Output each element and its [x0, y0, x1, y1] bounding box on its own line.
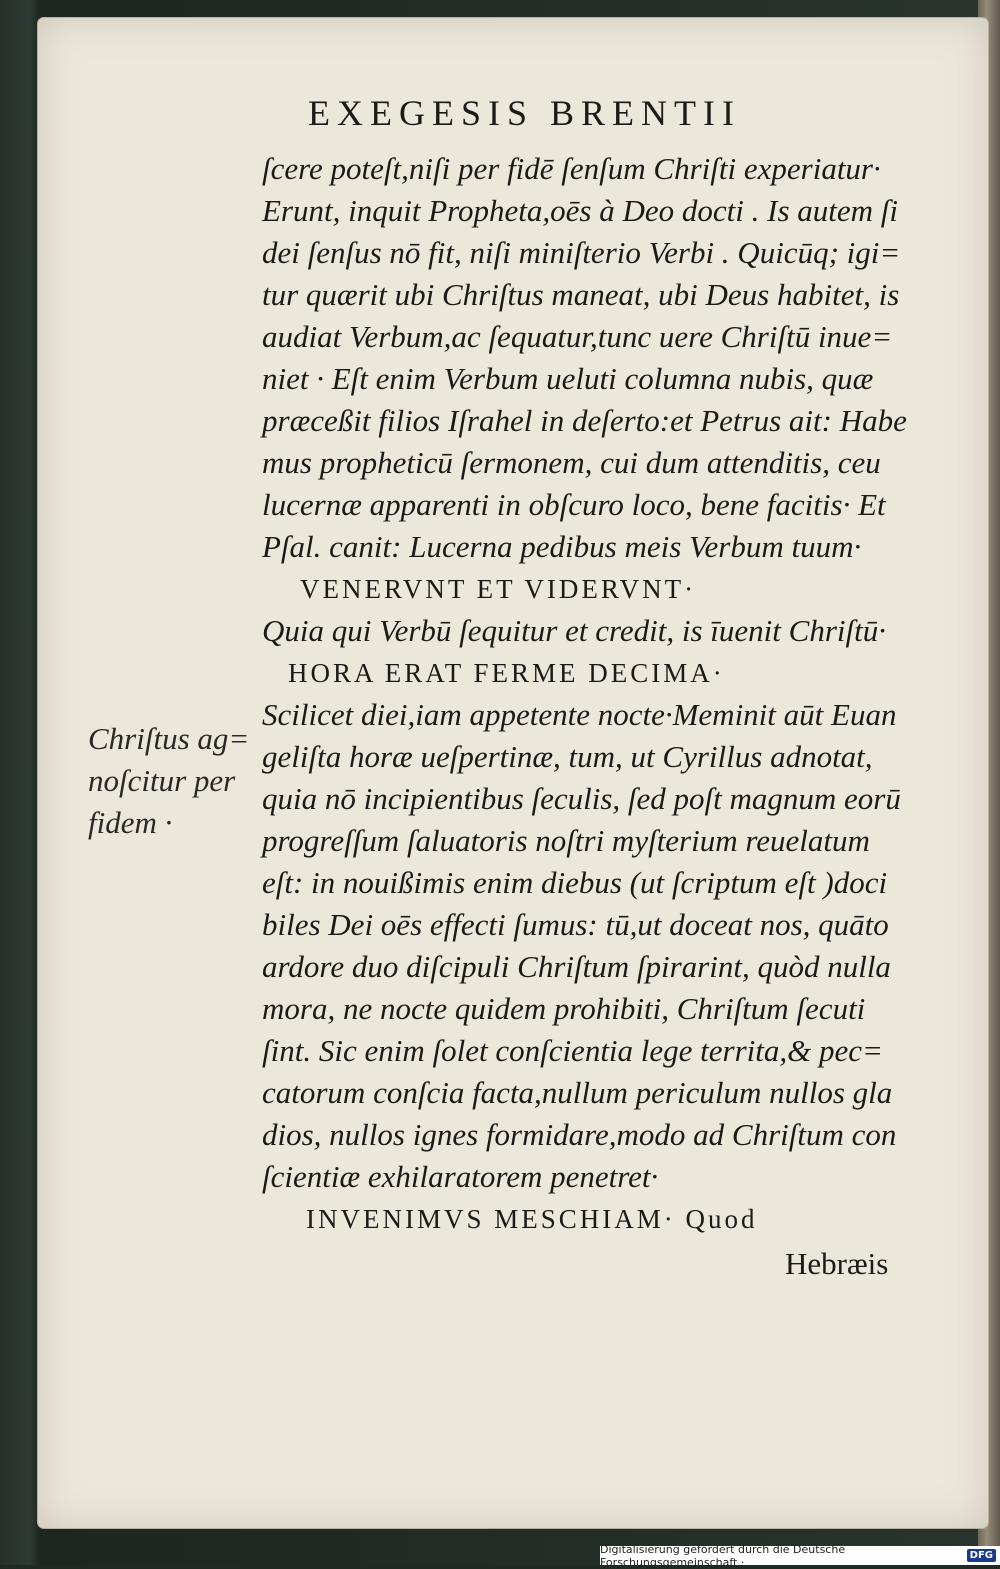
footer-bar [600, 1542, 1000, 1569]
text-line: ſint. Sic enim ſolet conſcientia lege territa,& pec= [262, 1033, 883, 1068]
dfg-logo: DFG [967, 1549, 996, 1562]
text-line: niet · Eſt enim Verbum ueluti columna nubis, quæ [262, 361, 874, 396]
text-line: mus propheticū ſermonem, cui dum attenditis, ceu [262, 445, 881, 480]
text-line: HORA ERAT FERME DECIMA· [288, 658, 725, 688]
text-line: eſt: in nouißimis enim diebus (ut ſcriptum eſt )doci [262, 865, 888, 900]
text-line: dei ſenſus nō fit, niſi miniſterio Verbi . Quicūq; igi= [262, 235, 901, 270]
text-line: Pſal. canit: Lucerna pedibus meis Verbum tuum· [262, 529, 862, 564]
text-line: audiat Verbum,ac ſequatur,tunc uere Chriſtū inue= [262, 319, 893, 354]
text-line: Erunt, inquit Propheta,oēs à Deo docti . Is autem ſi [262, 193, 898, 228]
text-line: Quia qui Verbū ſequitur et credit, is īuenit Chriſtū· [262, 613, 886, 648]
text-line: lucernæ apparenti in obſcuro loco, bene facitis· Et [262, 487, 886, 522]
text-line: catorum conſcia facta,nullum periculum nullos gla [262, 1075, 893, 1110]
body-text [262, 148, 910, 1240]
text-line: VENERVNT ET VIDERVNT· [300, 574, 697, 604]
text-line: quia nō incipientibus ſeculis, ſed poſt magnum eorū [262, 781, 901, 816]
text-line: INVENIMVS MESCHIAM· Quod [306, 1204, 758, 1234]
text-line: ſcientiæ exhilaratorem penetret· [262, 1159, 659, 1194]
margin-note-line: fidem · [88, 805, 173, 840]
margin-note-line: Chriſtus ag= [88, 721, 250, 756]
text-line: præceßit filios Iſrahel in deſerto:et Petrus ait: Habe [262, 403, 907, 438]
text-line: biles Dei oēs effecti ſumus: tū,ut doceat nos, quāto [262, 907, 889, 942]
footer-credit: Digitalisierung gefördert durch die Deutsche Forschungsgemeinschaft · [600, 1542, 846, 1569]
text-line: Scilicet diei,iam appetente nocte·Meminit aūt Euan [262, 697, 897, 732]
text-line: geliſta horæ ueſpertinæ, tum, ut Cyrillus adnotat, [262, 739, 873, 774]
text-line: progreſſum ſaluatoris noſtri myſterium reuelatum [262, 823, 870, 858]
text-line: ſcere poteſt,niſi per fidē ſenſum Chriſti experiatur· [262, 151, 881, 186]
margin-note-line: noſcitur per [88, 763, 236, 798]
margin-note [88, 718, 258, 844]
text-line: mora, ne nocte quidem prohibiti, Chriſtum ſecuti [262, 991, 866, 1026]
text-line: tur quærit ubi Chriſtus maneat, ubi Deus habitet, is [262, 277, 900, 312]
text-line: dios, nullos ignes formidare,modo ad Chriſtum con [262, 1117, 897, 1152]
text-line: ardore duo diſcipuli Chriſtum ſpirarint, quòd nulla [262, 949, 891, 984]
running-head: EXEGESIS BRENTII [308, 93, 741, 133]
catchword: Hebræis [785, 1246, 889, 1281]
